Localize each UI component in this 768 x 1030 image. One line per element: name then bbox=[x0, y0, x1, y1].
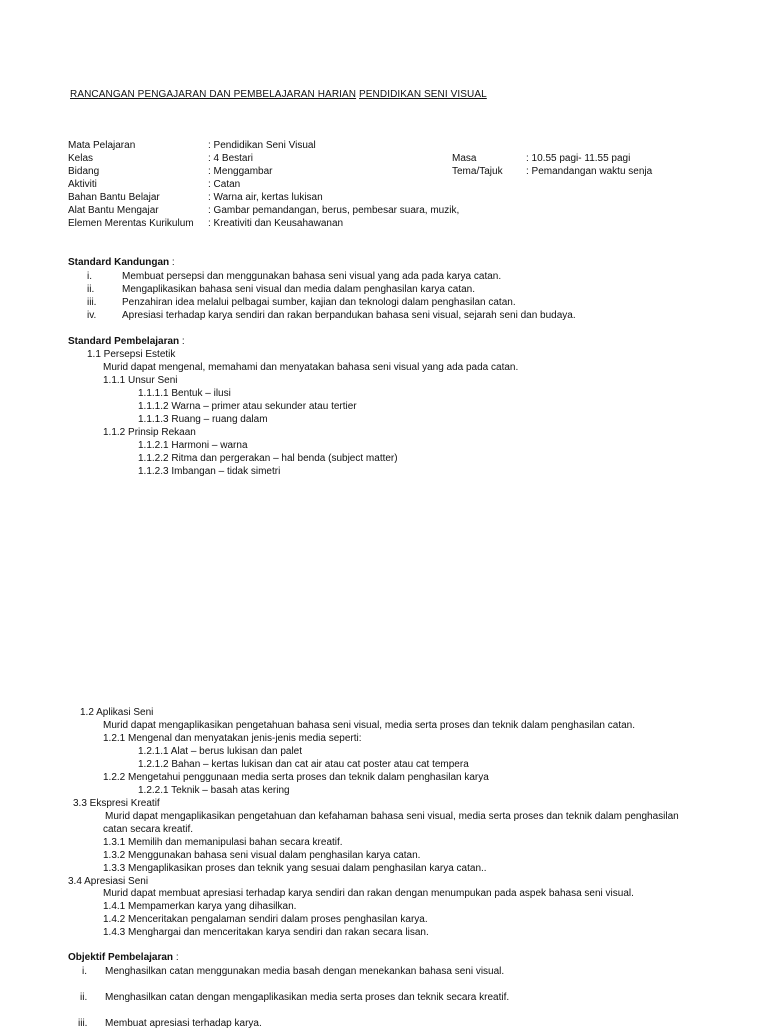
info-value-bidang: : Menggambar bbox=[208, 166, 273, 177]
sp-line-1-1: 1.1 Persepsi Estetik bbox=[87, 349, 176, 360]
sk-num-1: i. bbox=[87, 271, 92, 282]
sp-line-1-2-2: 1.2.2 Mengetahui penggunaan media serta proses dan teknik dalam penghasilan karya bbox=[103, 772, 489, 783]
sp-line-1-1-2: 1.1.2 Prinsip Rekaan bbox=[103, 427, 196, 438]
info-label-elemen-merentas: Elemen Merentas Kurikulum bbox=[68, 218, 194, 229]
sk-text-3: Penzahiran idea melalui pelbagai sumber, kajian dan teknologi dalam penghasilan catan. bbox=[122, 297, 516, 308]
sp-line-desc-1-2: Murid dapat mengaplikasikan pengetahuan bahasa seni visual, media serta proses dan teknik dalam penghasilan catan. bbox=[103, 720, 636, 731]
info-value-elemen-merentas: : Kreativiti dan Keusahawanan bbox=[208, 218, 344, 229]
standard-kandungan-colon: : bbox=[169, 257, 175, 268]
info-label-kelas: Kelas bbox=[68, 153, 94, 164]
sp-line-1-2-1-2: 1.2.1.2 Bahan – kertas lukisan dan cat air atau cat poster atau cat tempera bbox=[138, 759, 469, 770]
sp-line-1-1-1: 1.1.1 Unsur Seni bbox=[103, 375, 178, 386]
title-part-1: RANCANGAN PENGAJARAN DAN PEMBELAJARAN HARIAN bbox=[70, 89, 357, 100]
objektif-heading bbox=[68, 951, 179, 964]
obj-num-1: i. bbox=[82, 966, 87, 977]
info-value-alat-bantu: : Gambar pemandangan, berus, pembesar suara, muzik, bbox=[208, 205, 460, 216]
sp-line-1-2-1-1: 1.2.1.1 Alat – berus lukisan dan palet bbox=[138, 746, 303, 757]
sk-num-2: ii. bbox=[87, 284, 95, 295]
title-part-2: PENDIDIKAN SENI VISUAL bbox=[359, 89, 487, 100]
sp-line-3-4: 3.4 Apresiasi Seni bbox=[68, 876, 149, 887]
sp-line-1-1-2-3: 1.1.2.3 Imbangan – tidak simetri bbox=[138, 466, 281, 477]
sp-line-1-1-1-3: 1.1.1.3 Ruang – ruang dalam bbox=[138, 414, 268, 425]
standard-kandungan-heading-text: Standard Kandungan bbox=[68, 257, 170, 268]
sk-text-4: Apresiasi terhadap karya sendiri dan rakan berpandukan bahasa seni visual, sejarah seni dan budaya. bbox=[122, 310, 576, 321]
info-label-tema: Tema/Tajuk bbox=[452, 166, 503, 177]
document-title bbox=[70, 88, 487, 101]
objektif-colon: : bbox=[173, 952, 179, 963]
info-label-masa: Masa bbox=[452, 153, 477, 164]
sp-line-desc-3-3b: catan secara kreatif. bbox=[103, 824, 194, 835]
info-value-aktiviti: : Catan bbox=[208, 179, 241, 190]
obj-num-3: iii. bbox=[78, 1018, 88, 1029]
objektif-heading-text: Objektif Pembelajaran bbox=[68, 952, 174, 963]
sk-text-1: Membuat persepsi dan menggunakan bahasa seni visual yang ada pada karya catan. bbox=[122, 271, 502, 282]
info-value-bahan-bantu: : Warna air, kertas lukisan bbox=[208, 192, 323, 203]
sp-line-1-1-2-2: 1.1.2.2 Ritma dan pergerakan – hal benda (subject matter) bbox=[138, 453, 398, 464]
sk-num-4: iv. bbox=[87, 310, 97, 321]
info-label-alat-bantu: Alat Bantu Mengajar bbox=[68, 205, 159, 216]
standard-kandungan-heading bbox=[68, 256, 175, 269]
sp-line-desc-3-3a: Murid dapat mengaplikasikan pengetahuan dan kefahaman bahasa seni visual, media serta proses dan teknik dalam penghasilan bbox=[105, 811, 679, 822]
sp-line-1-2: 1.2 Aplikasi Seni bbox=[80, 707, 154, 718]
info-label-bahan-bantu: Bahan Bantu Belajar bbox=[68, 192, 160, 203]
standard-pembelajaran-heading bbox=[68, 335, 185, 348]
standard-pembelajaran-colon: : bbox=[179, 336, 185, 347]
info-value-mata-pelajaran: : Pendidikan Seni Visual bbox=[208, 140, 316, 151]
sp-line-1-1-1-1: 1.1.1.1 Bentuk – ilusi bbox=[138, 388, 231, 399]
obj-text-2: Menghasilkan catan dengan mengaplikasikan media serta proses dan teknik secara kreatif. bbox=[105, 992, 510, 1003]
sp-line-1-1-2-1: 1.1.2.1 Harmoni – warna bbox=[138, 440, 248, 451]
sp-line-1-4-2: 1.4.2 Menceritakan pengalaman sendiri dalam proses penghasilan karya. bbox=[103, 914, 428, 925]
standard-pembelajaran-heading-text: Standard Pembelajaran bbox=[68, 336, 180, 347]
obj-text-3: Membuat apresiasi terhadap karya. bbox=[105, 1018, 262, 1029]
sk-num-3: iii. bbox=[87, 297, 97, 308]
sp-line-desc-1-1: Murid dapat mengenal, memahami dan menyatakan bahasa seni visual yang ada pada catan. bbox=[103, 362, 519, 373]
sp-line-desc-3-4: Murid dapat membuat apresiasi terhadap karya sendiri dan rakan dengan menumpukan pada aspek bahasa seni visual. bbox=[103, 888, 634, 899]
sp-line-1-1-1-2: 1.1.1.2 Warna – primer atau sekunder atau tertier bbox=[138, 401, 357, 412]
info-value-masa: : 10.55 pagi- 11.55 pagi bbox=[526, 153, 631, 164]
sp-line-3-3: 3.3 Ekspresi Kreatif bbox=[73, 798, 160, 809]
info-value-kelas: : 4 Bestari bbox=[208, 153, 254, 164]
sp-line-1-3-1: 1.3.1 Memilih dan memanipulasi bahan secara kreatif. bbox=[103, 837, 343, 848]
obj-num-2: ii. bbox=[80, 992, 88, 1003]
obj-text-1: Menghasilkan catan menggunakan media basah dengan menekankan bahasa seni visual. bbox=[105, 966, 505, 977]
info-label-bidang: Bidang bbox=[68, 166, 100, 177]
info-value-tema: : Pemandangan waktu senja bbox=[526, 166, 653, 177]
info-label-aktiviti: Aktiviti bbox=[68, 179, 97, 190]
sp-line-1-3-2: 1.3.2 Menggunakan bahasa seni visual dalam penghasilan karya catan. bbox=[103, 850, 421, 861]
info-label-mata-pelajaran: Mata Pelajaran bbox=[68, 140, 136, 151]
sp-line-1-4-1: 1.4.1 Mempamerkan karya yang dihasilkan. bbox=[103, 901, 297, 912]
sp-line-1-4-3: 1.4.3 Menghargai dan menceritakan karya sendiri dan rakan secara lisan. bbox=[103, 927, 429, 938]
sp-line-1-2-1: 1.2.1 Mengenal dan menyatakan jenis-jenis media seperti: bbox=[103, 733, 362, 744]
sp-line-1-2-2-1: 1.2.2.1 Teknik – basah atas kering bbox=[138, 785, 290, 796]
sk-text-2: Mengaplikasikan bahasa seni visual dan media dalam penghasilan karya catan. bbox=[122, 284, 475, 295]
sp-line-1-3-3: 1.3.3 Mengaplikasikan proses dan teknik yang sesuai dalam penghasilan karya catan.. bbox=[103, 863, 487, 874]
